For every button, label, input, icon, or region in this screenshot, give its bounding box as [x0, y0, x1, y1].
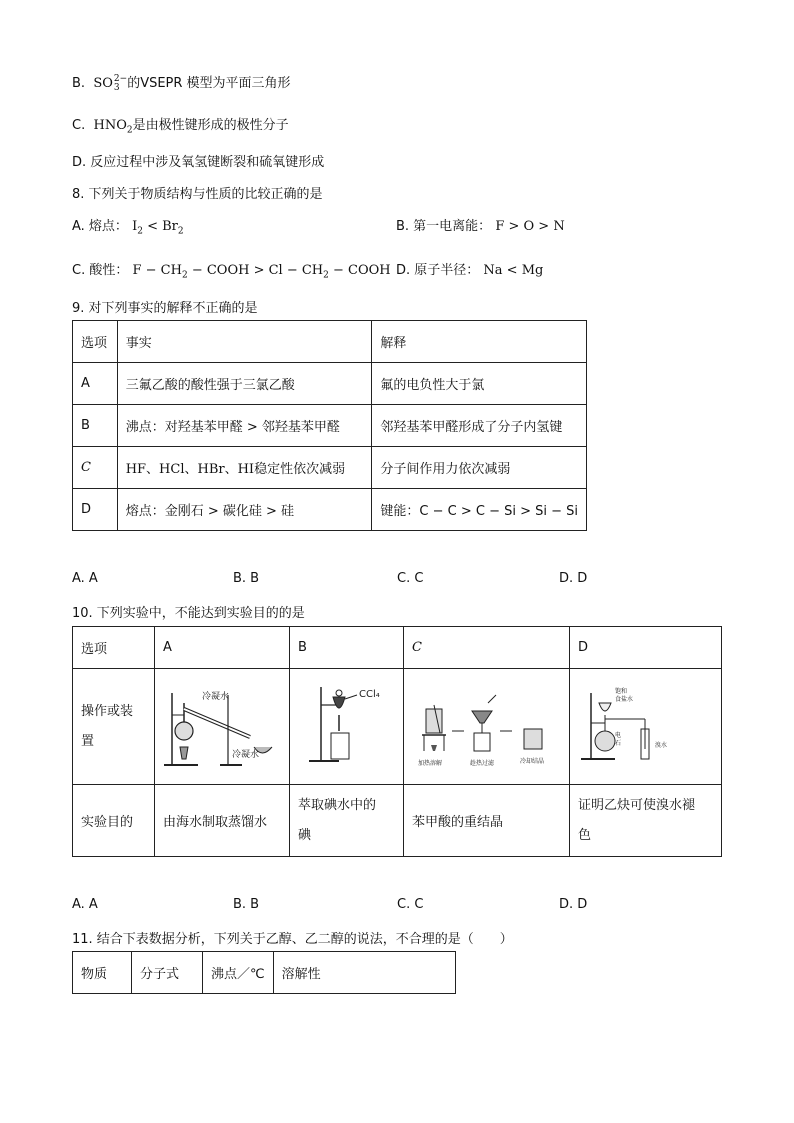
table-cell: 证明乙炔可使溴水褪 色	[570, 785, 722, 857]
q11-table	[72, 951, 456, 994]
table-cell: D	[73, 489, 118, 531]
question-9-stem: 9. 对下列事实的解释不正确的是	[72, 301, 258, 316]
so3-formula: SO 2− 3	[93, 73, 128, 93]
option-d-line: D. 反应过程中涉及氧氢键断裂和硫氧键形成	[72, 155, 325, 170]
table-header-cell: 选项	[73, 627, 155, 669]
q8-option-b: B. 第一电离能： F > O > N	[396, 219, 565, 234]
table-cell: 键能：C − C > C − Si > Si − Si	[372, 489, 587, 531]
table-header-cell: 事实	[117, 321, 372, 363]
table-cell: A	[73, 363, 118, 405]
table-header-cell: 选项	[73, 321, 118, 363]
hno2-formula: $HNO_2$	[93, 118, 133, 136]
separatory-funnel-image	[299, 675, 394, 775]
svg-text:电: 电	[614, 731, 621, 739]
q9-option-d: D. D	[559, 571, 588, 586]
svg-text:冷却结晶: 冷却结晶	[519, 757, 544, 765]
acetylene-apparatus-image	[571, 675, 721, 775]
q10-table	[72, 626, 722, 857]
table-cell: 沸点：对羟基苯甲醛 > 邻羟基苯甲醛	[117, 405, 372, 447]
table-row	[73, 489, 587, 531]
svg-text:冷凝水: 冷凝水	[202, 691, 230, 702]
question-10-stem: 10. 下列实验中，不能达到实验目的的是	[72, 606, 305, 621]
table-header-cell: D	[570, 627, 722, 669]
table-cell: 萃取碘水中的 碘	[290, 785, 404, 857]
table-row	[73, 669, 722, 785]
table-header-cell: B	[290, 627, 404, 669]
svg-text:冷凝水: 冷凝水	[232, 749, 260, 760]
option-c-line: C. $HNO_2$是由极性键形成的极性分子	[72, 118, 289, 136]
table-header-cell: A	[155, 627, 290, 669]
q9-option-b: B. B	[233, 571, 260, 586]
question-8-stem: 8. 下列关于物质结构与性质的比较正确的是	[72, 187, 323, 202]
svg-text:食盐水: 食盐水	[614, 695, 633, 703]
option-b-line: B. SO 2− 3 的VSEPR 模型为平面三角形	[72, 73, 291, 93]
table-cell	[155, 669, 290, 785]
q9-option-a: A. A	[72, 571, 98, 586]
table-cell: 氟的电负性大于氯	[372, 363, 587, 405]
table-cell	[570, 669, 722, 785]
table-cell	[404, 669, 570, 785]
table-header-cell: 沸点／℃	[203, 952, 274, 994]
table-header-row	[73, 321, 587, 363]
q9-option-c: C. C	[397, 571, 424, 586]
table-cell: 分子间作用力依次减弱	[372, 447, 587, 489]
table-header-cell: C	[404, 627, 570, 669]
svg-text:饱和: 饱和	[614, 687, 627, 695]
table-row	[73, 447, 587, 489]
table-header-cell: 物质	[73, 952, 132, 994]
table-cell	[290, 669, 404, 785]
distillation-apparatus-image	[158, 675, 286, 775]
table-row	[73, 363, 587, 405]
table-row	[73, 785, 722, 857]
svg-text:趁热过滤: 趁热过滤	[469, 759, 494, 767]
table-cell: 由海水制取蒸馏水	[155, 785, 290, 857]
svg-text:加热溶解: 加热溶解	[417, 759, 442, 767]
q10-option-d: D. D	[559, 897, 588, 912]
question-11-stem: 11. 结合下表数据分析，下列关于乙醇、乙二醇的说法，不合理的是（ ）	[72, 932, 513, 947]
q8-option-a: A. 熔点： $I_2 < Br_2$	[72, 219, 184, 237]
table-header-cell: 解释	[372, 321, 587, 363]
table-header-cell: 溶解性	[273, 952, 455, 994]
q9-table	[72, 320, 587, 531]
svg-text:溴水: 溴水	[654, 741, 667, 749]
q10-option-a: A. A	[72, 897, 98, 912]
table-cell: 操作或装 置	[73, 669, 155, 785]
q10-option-b: B. B	[233, 897, 260, 912]
table-header-row	[73, 627, 722, 669]
table-header-cell: 分子式	[132, 952, 203, 994]
table-cell: 三氟乙酸的酸性强于三氯乙酸	[117, 363, 372, 405]
recrystallization-steps-image	[412, 675, 562, 775]
table-cell: 实验目的	[73, 785, 155, 857]
table-row	[73, 405, 587, 447]
table-cell: C	[73, 447, 118, 489]
table-cell: 熔点：金刚石 > 碳化硅 > 硅	[117, 489, 372, 531]
q8-option-d: D. 原子半径： Na < Mg	[396, 263, 544, 278]
svg-text:石: 石	[614, 739, 621, 747]
svg-text:CCl₄: CCl₄	[359, 688, 380, 700]
table-header-row	[73, 952, 456, 994]
table-cell: 苯甲酸的重结晶	[404, 785, 570, 857]
table-cell: HF、HCl、HBr、HI稳定性依次减弱	[117, 447, 372, 489]
table-cell: 邻羟基苯甲醛形成了分子内氢键	[372, 405, 587, 447]
table-cell: B	[73, 405, 118, 447]
q10-option-c: C. C	[397, 897, 424, 912]
q8-option-c: C. 酸性： $F - CH_2$ − COOH > $Cl - CH_2$ − COOH	[72, 263, 391, 281]
